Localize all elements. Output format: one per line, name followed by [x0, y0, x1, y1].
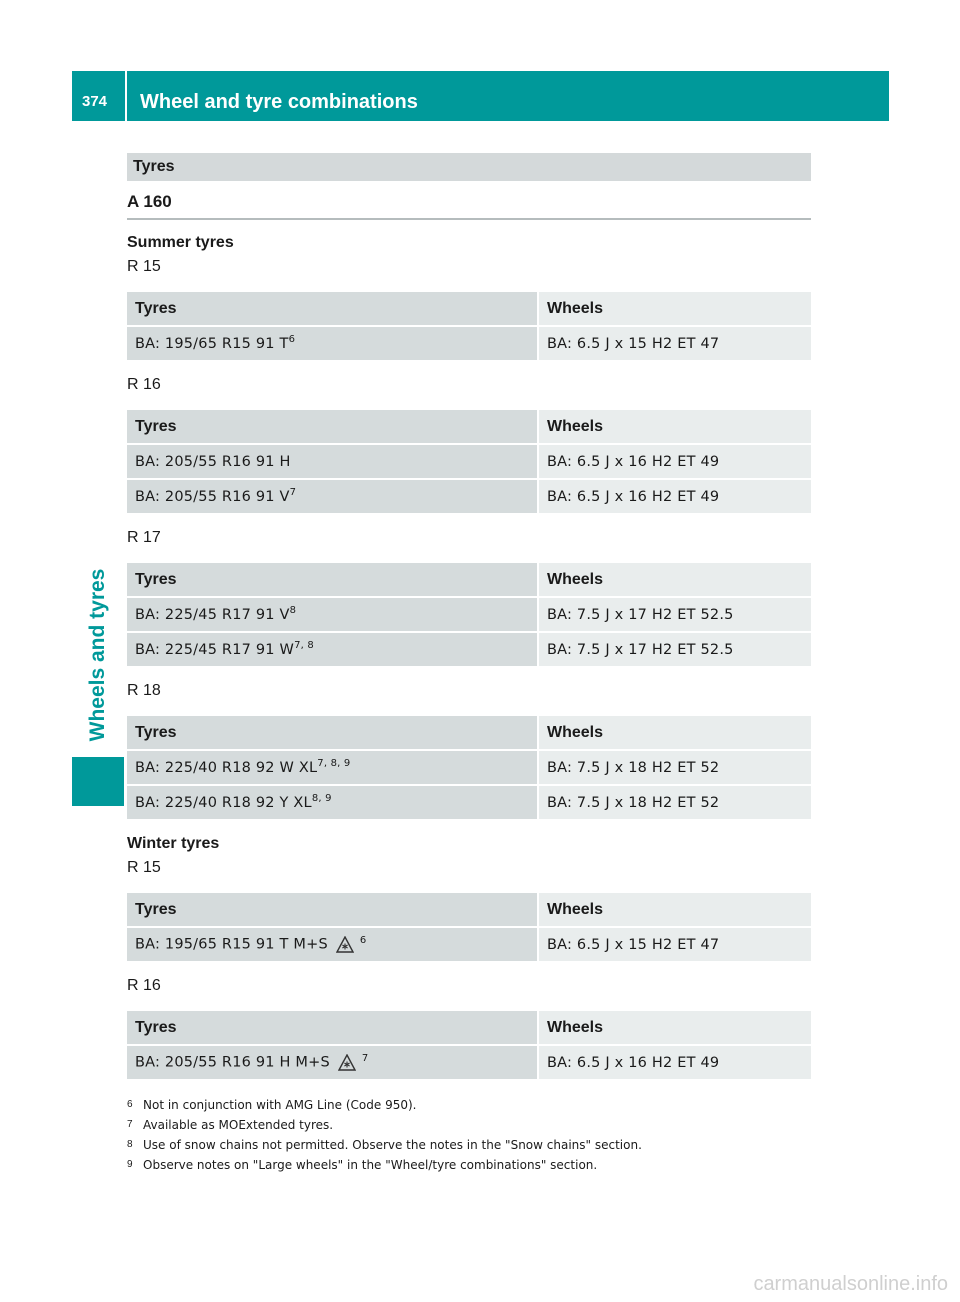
wheels-column-header: Wheels: [537, 893, 811, 926]
footnote: [127, 1155, 811, 1175]
tyre-wheel-table: [127, 891, 811, 963]
wheel-spec: BA: 6.5 J x 15 H2 ET 47: [537, 928, 811, 961]
table-row: [127, 751, 811, 784]
tyre-spec: BA: 225/45 R17 91 W: [135, 641, 295, 658]
tyre-cell: [127, 786, 537, 819]
wheel-spec: BA: 7.5 J x 17 H2 ET 52.5: [537, 633, 811, 666]
tyre-cell: [127, 480, 537, 513]
watermark: carmanualsonline.info: [753, 1273, 948, 1295]
tyre-cell: [127, 928, 537, 961]
table-row: [127, 445, 811, 478]
footnote-ref[interactable]: 8: [289, 604, 297, 616]
tyre-wheel-table: [127, 1009, 811, 1081]
footnote-ref[interactable]: 7: [361, 1052, 369, 1064]
tyre-wheel-table: [127, 714, 811, 821]
footnote-ref[interactable]: 7: [289, 486, 297, 498]
table-row: [127, 928, 811, 961]
table-row: [127, 786, 811, 819]
section-heading: Tyres: [127, 153, 811, 181]
model-heading: A 160: [127, 192, 811, 220]
tyres-column-header: Tyres: [127, 1011, 537, 1044]
footnote-ref[interactable]: 7, 8: [294, 639, 314, 651]
footnotes: [127, 1095, 811, 1175]
winter-heading: Winter tyres: [127, 835, 220, 852]
footnote-number: 7: [127, 1119, 133, 1130]
tyre-spec: BA: 195/65 R15 91 T M+S: [135, 936, 328, 953]
snowflake-mountain-icon: [338, 1054, 356, 1071]
footnote-number: 8: [127, 1139, 133, 1150]
table-header-row: [127, 292, 811, 325]
footnote-text: Available as MOExtended tyres.: [143, 1118, 334, 1132]
tyre-wheel-table: [127, 561, 811, 668]
tyre-spec: BA: 225/45 R17 91 V: [135, 606, 290, 623]
wheels-column-header: Wheels: [537, 716, 811, 749]
tyre-spec: BA: 195/65 R15 91 T: [135, 335, 289, 352]
table-header-row: [127, 410, 811, 443]
side-tab-block: [72, 757, 124, 806]
tyre-spec: BA: 205/55 R16 91 V: [135, 488, 290, 505]
header-divider: [125, 71, 127, 121]
wheel-spec: BA: 7.5 J x 18 H2 ET 52: [537, 786, 811, 819]
wheel-spec: BA: 6.5 J x 16 H2 ET 49: [537, 445, 811, 478]
wheel-spec: BA: 6.5 J x 16 H2 ET 49: [537, 480, 811, 513]
footnote: [127, 1095, 811, 1115]
tyres-column-header: Tyres: [127, 410, 537, 443]
footnote-number: 9: [127, 1159, 133, 1170]
tyre-cell: [127, 1046, 537, 1079]
rim-size-heading: R 16: [127, 977, 161, 994]
summer-section: [127, 234, 811, 821]
footnote-text: Observe notes on "Large wheels" in the "Wheel/tyre combinations" section.: [143, 1158, 598, 1172]
page-title: Wheel and tyre combinations: [140, 91, 418, 113]
table-row: [127, 327, 811, 360]
footnote-number: 6: [127, 1099, 133, 1110]
snowflake-mountain-icon: [336, 936, 354, 953]
tyre-spec: BA: 225/40 R18 92 W XL: [135, 759, 318, 776]
tyre-cell: [127, 445, 537, 478]
table-row: [127, 1046, 811, 1079]
footnote-ref[interactable]: 8, 9: [311, 792, 332, 804]
table-header-row: [127, 563, 811, 596]
table-header-row: [127, 893, 811, 926]
rim-size-heading: R 18: [127, 682, 161, 699]
footnote: [127, 1115, 811, 1135]
table-row: [127, 598, 811, 631]
footnote-ref[interactable]: 6: [288, 333, 296, 345]
footnote: [127, 1135, 811, 1155]
table-header-row: [127, 1011, 811, 1044]
table-header-row: [127, 716, 811, 749]
rim-size-heading: R 15: [127, 258, 161, 275]
rim-size-heading: R 17: [127, 529, 161, 546]
rim-size-heading: R 15: [127, 859, 161, 876]
tyre-wheel-table: [127, 290, 811, 362]
page-number: 374: [82, 93, 108, 110]
wheel-spec: BA: 7.5 J x 17 H2 ET 52.5: [537, 598, 811, 631]
page-header: [72, 71, 889, 121]
main-content: [127, 153, 811, 1175]
wheels-column-header: Wheels: [537, 292, 811, 325]
tyre-spec: BA: 225/40 R18 92 Y XL: [135, 794, 312, 811]
winter-section: [127, 835, 811, 1081]
tyre-cell: [127, 751, 537, 784]
footnote-ref[interactable]: 7, 8, 9: [317, 757, 351, 769]
wheels-column-header: Wheels: [537, 563, 811, 596]
tyre-spec: BA: 205/55 R16 91 H: [135, 453, 291, 470]
tyres-column-header: Tyres: [127, 716, 537, 749]
summer-heading: Summer tyres: [127, 234, 234, 251]
footnote-ref[interactable]: 6: [359, 934, 367, 946]
tyres-column-header: Tyres: [127, 292, 537, 325]
tyre-cell: [127, 633, 537, 666]
tyres-column-header: Tyres: [127, 563, 537, 596]
tyre-wheel-table: [127, 408, 811, 515]
wheel-spec: BA: 6.5 J x 16 H2 ET 49: [537, 1046, 811, 1079]
tyre-cell: [127, 598, 537, 631]
table-row: [127, 633, 811, 666]
tyre-spec: BA: 205/55 R16 91 H M+S: [135, 1054, 330, 1071]
rim-size-heading: R 16: [127, 376, 161, 393]
footnote-text: Not in conjunction with AMG Line (Code 950).: [143, 1098, 417, 1112]
wheel-spec: BA: 7.5 J x 18 H2 ET 52: [537, 751, 811, 784]
wheel-spec: BA: 6.5 J x 15 H2 ET 47: [537, 327, 811, 360]
wheels-column-header: Wheels: [537, 1011, 811, 1044]
wheels-column-header: Wheels: [537, 410, 811, 443]
tyres-column-header: Tyres: [127, 893, 537, 926]
side-tab-label: Wheels and tyres: [86, 568, 109, 742]
footnote-text: Use of snow chains not permitted. Observe the notes in the "Snow chains" section.: [143, 1138, 642, 1152]
table-row: [127, 480, 811, 513]
tyre-cell: [127, 327, 537, 360]
